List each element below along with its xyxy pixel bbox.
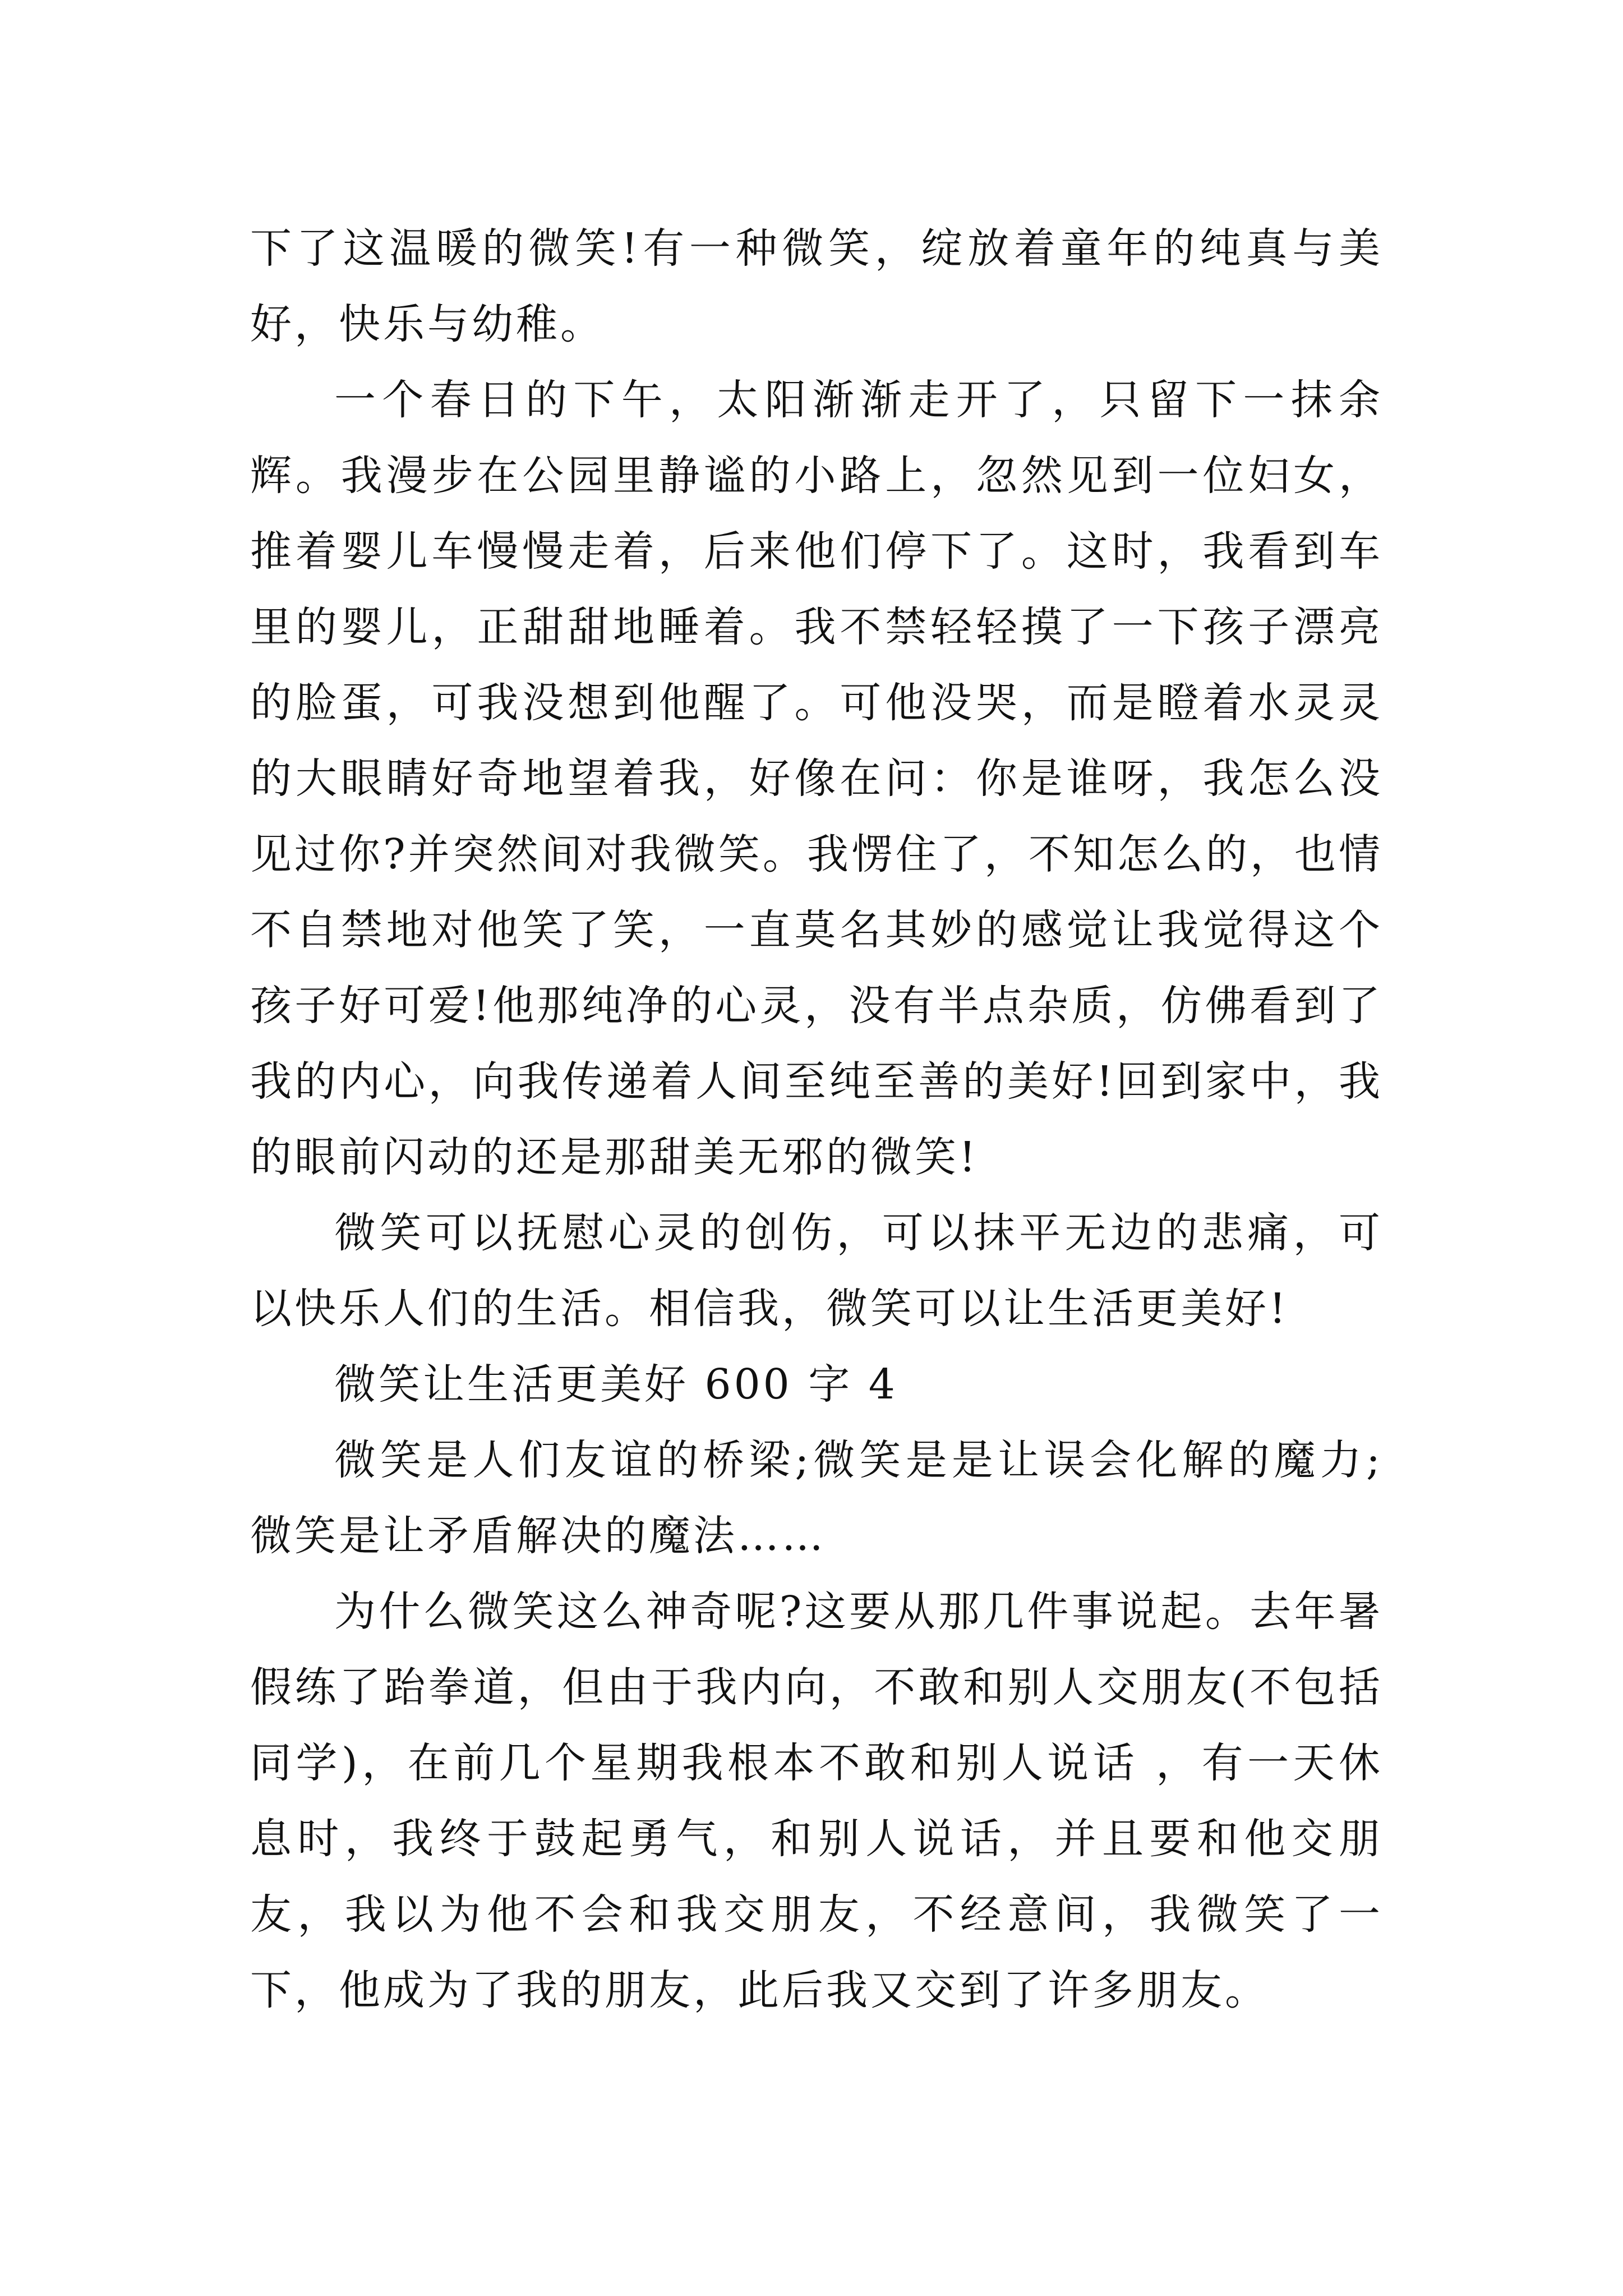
document-body	[250, 211, 1383, 2028]
paragraph-taekwondo-story: 为什么微笑这么神奇呢?这要从那几件事说起。去年暑假练了跆拳道，但由于我内向，不敢和别人交朋友(不包括同学)，在前几个星期我根本不敢和别人说话 ，有一天休息时，我终于鼓起勇气，和别人说话，并且要和他交朋友，我以为他不会和我交朋友，不经意间，我微笑了一下，他成为了我的朋友，此后我又交到了许多朋友。	[250, 1588, 1383, 2014]
paragraph-smile-bridge: 微笑是人们友谊的桥梁;微笑是是让误会化解的魔力;微笑是让矛盾解决的魔法……	[250, 1436, 1383, 1560]
paragraph-smile-comfort: 微笑可以抚慰心灵的创伤，可以抹平无边的悲痛，可以快乐人们的生活。相信我，微笑可以让生活更美好!	[250, 1209, 1383, 1333]
paragraph-continuation: 下了这温暖的微笑!有一种微笑，绽放着童年的纯真与美好，快乐与幼稚。	[250, 224, 1383, 348]
paragraph-spring-afternoon: 一个春日的下午，太阳渐渐走开了，只留下一抹余辉。我漫步在公园里静谧的小路上，忽然见到一位妇女，推着婴儿车慢慢走着，后来他们停下了。这时，我看到车里的婴儿，正甜甜地睡着。我不禁轻轻摸了一下孩子漂亮的脸蛋，可我没想到他醒了。可他没哭，而是瞪着水灵灵的大眼睛好奇地望着我，好像在问：你是谁呀，我怎么没见过你?并突然间对我微笑。我愣住了，不知怎么的，也情不自禁地对他笑了笑，一直莫名其妙的感觉让我觉得这个孩子好可爱!他那纯净的心灵，没有半点杂质，仿佛看到了我的内心，向我传递着人间至纯至善的美好!回到家中，我的眼前闪动的还是那甜美无邪的微笑!	[250, 376, 1383, 1181]
section-heading: 微笑让生活更美好 600 字 4	[334, 1360, 898, 1409]
